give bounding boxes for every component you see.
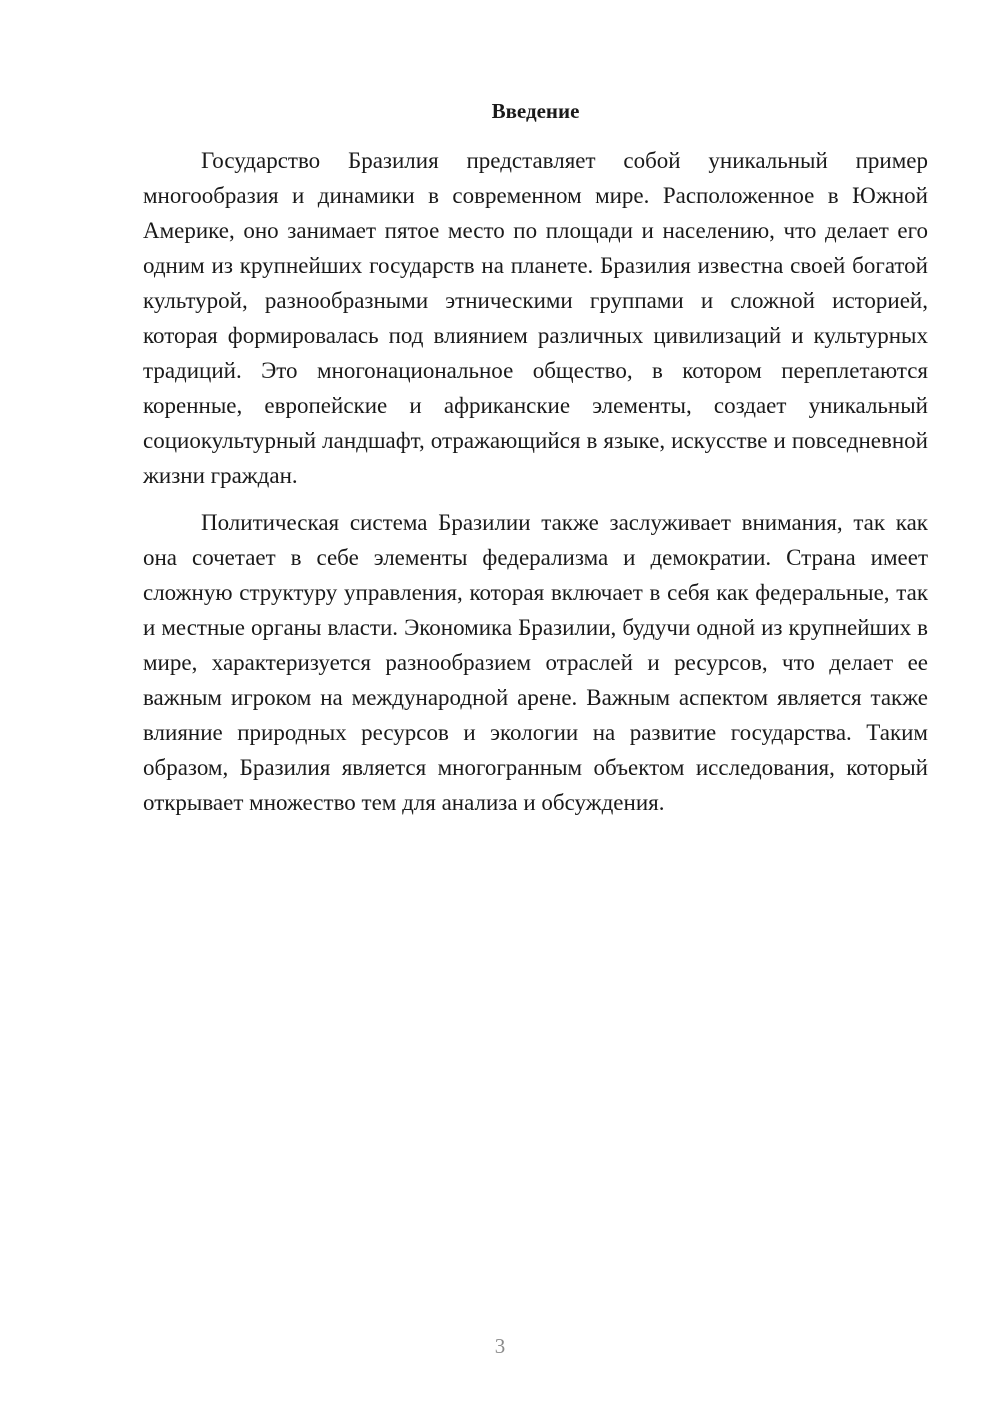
page-number: 3 xyxy=(494,1334,506,1358)
paragraph-politics: Политическая система Бразилии также заслуживает внимания, так как она сочетает в себе элементы федерализма и демократии. Страна имеет сложную структуру управления, которая включает в себя как федеральные, так и местные органы власти. Экономика Бразилии, будучи одной из крупнейших в мире, характеризуется разнообразием отраслей и ресурсов, что делает ее важным игроком на международной арене. Важным аспектом является также влияние природных ресурсов и экологии на развитие государства. Таким образом, Бразилия является многогранным объектом исследования, который открывает множество тем для анализа и обсуждения. xyxy=(143,510,928,815)
section-heading: Введение xyxy=(491,99,580,123)
body-text xyxy=(143,143,928,832)
paragraph-intro: Государство Бразилия представляет собой уникальный пример многообразия и динамики в современном мире. Расположенное в Южной Америке, оно занимает пятое место по площади и населению, что делает его одним из крупнейших государств на планете. Бразилия известна своей богатой культурой, разнообразными этническими группами и сложной историей, которая формировалась под влиянием различных цивилизаций и культурных традиций. Это многонациональное общество, в котором переплетаются коренные, европейские и африканские элементы, создает уникальный социокультурный ландшафт, отражающийся в языке, искусстве и повседневной жизни граждан. xyxy=(143,148,928,488)
